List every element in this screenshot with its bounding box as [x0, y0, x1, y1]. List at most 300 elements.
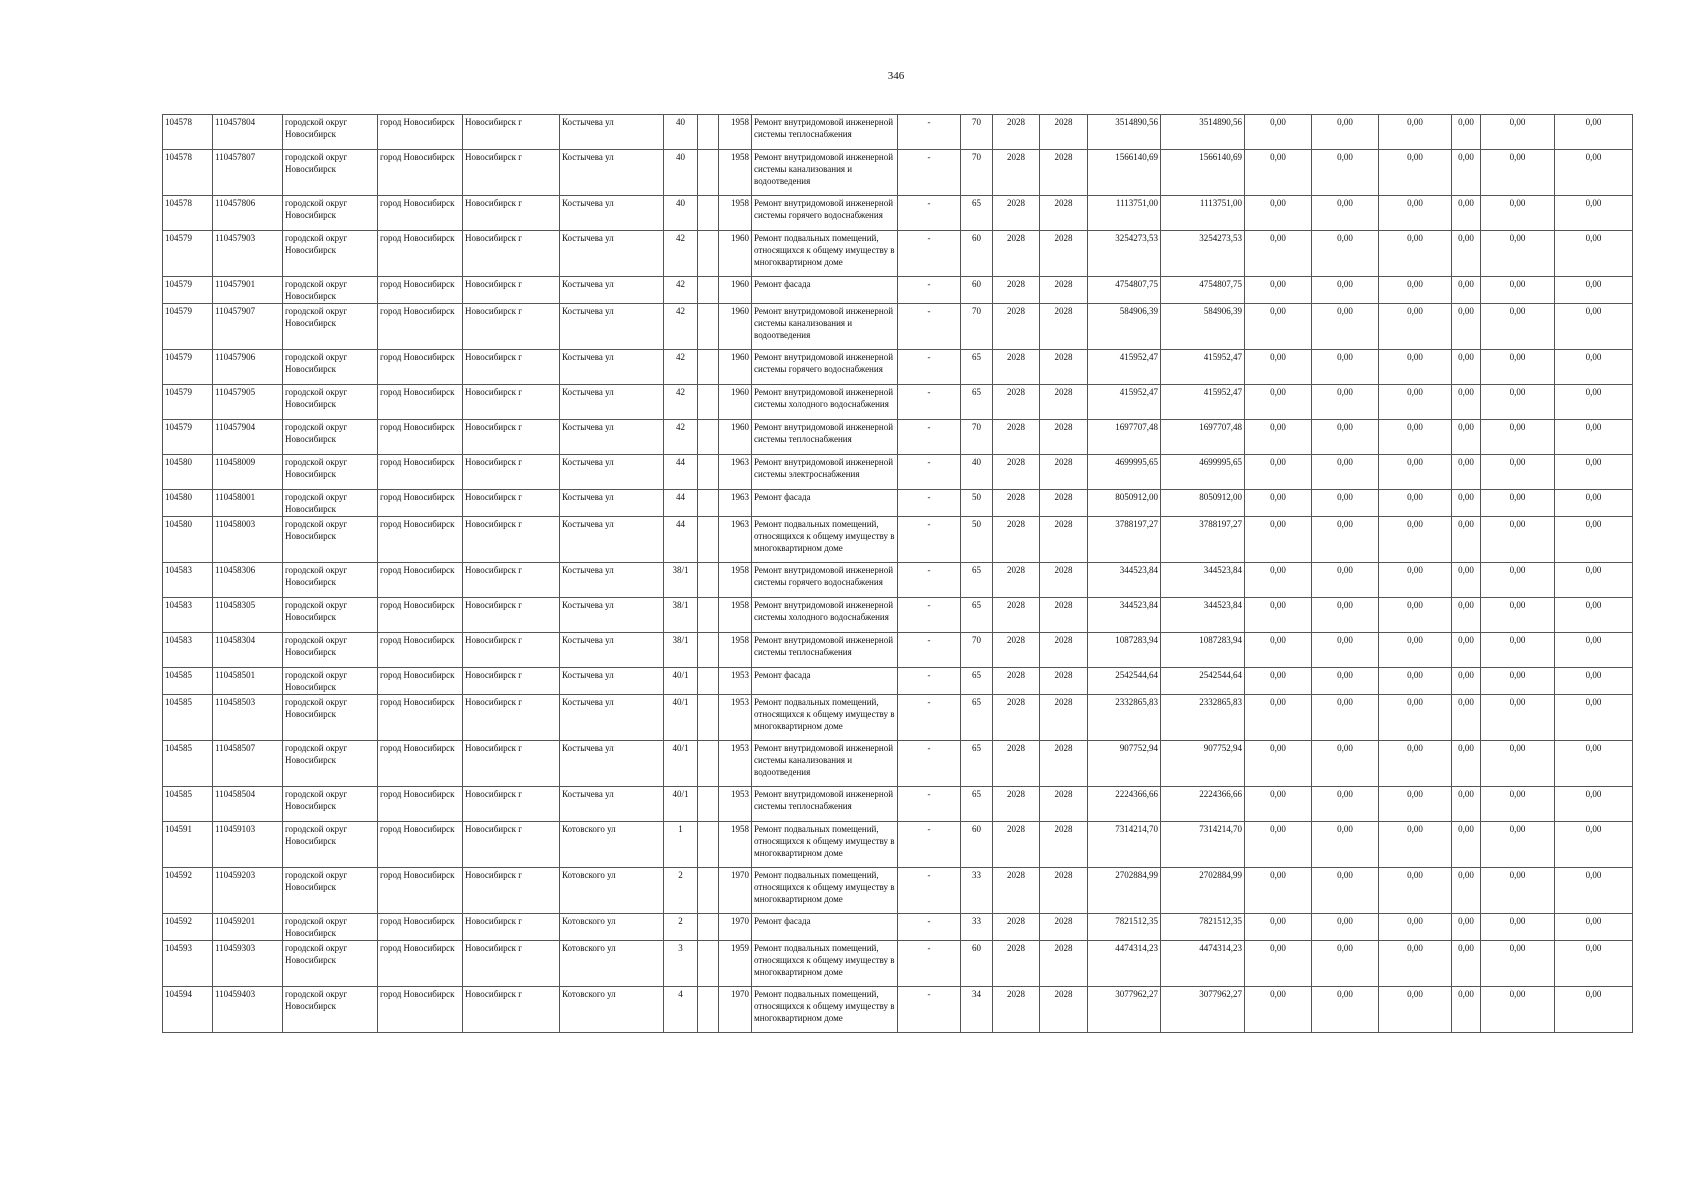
cell-municipality: городской округ Новосибирск: [283, 277, 378, 304]
cell-street: Костычева ул: [560, 633, 664, 668]
cell-cost-local: 0,00: [1379, 941, 1452, 987]
cell-house-number: 40: [664, 196, 698, 231]
cell-plan-year-end: 2028: [1040, 490, 1088, 517]
table-row: [163, 741, 1633, 787]
cell-cost-owners-b: 0,00: [1481, 350, 1555, 385]
cell-cost-owners-b: 0,00: [1481, 420, 1555, 455]
cell-house-number: 42: [664, 350, 698, 385]
cell-city: Новосибирск г: [463, 822, 560, 868]
cell-work-id: 110458003: [213, 517, 283, 563]
cell-work-id: 110459203: [213, 868, 283, 914]
cell-cost-owners-a: 0,00: [1452, 633, 1481, 668]
cell-municipality: городской округ Новосибирск: [283, 787, 378, 822]
cell-work-id: 110457906: [213, 350, 283, 385]
cell-wear-percent: 65: [961, 563, 993, 598]
cell-building: [698, 987, 719, 1033]
cell-cost-local: 0,00: [1379, 914, 1452, 941]
cell-cost-local: 0,00: [1379, 231, 1452, 277]
cell-plan-year-end: 2028: [1040, 787, 1088, 822]
cell-cost-federal: 0,00: [1245, 695, 1312, 741]
cell-plan-year-start: 2028: [993, 787, 1040, 822]
cell-total-cost: 2542544,64: [1088, 668, 1161, 695]
cell-cost-federal: 0,00: [1245, 668, 1312, 695]
cell-year-built: 1958: [719, 633, 752, 668]
cell-house-id: 104592: [163, 868, 213, 914]
cell-settlement: город Новосибирск: [378, 695, 463, 741]
cell-municipality: городской округ Новосибирск: [283, 633, 378, 668]
table-row: [163, 868, 1633, 914]
table-row: [163, 350, 1633, 385]
cell-dash-mark: -: [898, 741, 961, 787]
cell-municipality: городской округ Новосибирск: [283, 304, 378, 350]
table-row: [163, 787, 1633, 822]
table-row: [163, 385, 1633, 420]
cell-cost-owners-a: 0,00: [1452, 741, 1481, 787]
cell-dash-mark: -: [898, 115, 961, 150]
cell-cost-other: 0,00: [1555, 385, 1633, 420]
cell-cost-owners-a: 0,00: [1452, 987, 1481, 1033]
cell-total-cost: 3514890,56: [1088, 115, 1161, 150]
cell-year-built: 1958: [719, 563, 752, 598]
cell-cost-local: 0,00: [1379, 350, 1452, 385]
cell-cost-owners-b: 0,00: [1481, 115, 1555, 150]
cell-settlement: город Новосибирск: [378, 868, 463, 914]
cell-house-number: 40: [664, 150, 698, 196]
cell-total-cost: 3254273,53: [1088, 231, 1161, 277]
cell-municipality: городской округ Новосибирск: [283, 385, 378, 420]
registry-table: [162, 114, 1633, 1033]
cell-cost-other: 0,00: [1555, 598, 1633, 633]
cell-plan-year-end: 2028: [1040, 420, 1088, 455]
cell-cost-federal: 0,00: [1245, 822, 1312, 868]
cell-wear-percent: 65: [961, 385, 993, 420]
cell-cost-owners-a: 0,00: [1452, 695, 1481, 741]
cell-total-cost: 7314214,70: [1088, 822, 1161, 868]
table-row: [163, 914, 1633, 941]
cell-cost-owners-b: 0,00: [1481, 563, 1555, 598]
cell-municipality: городской округ Новосибирск: [283, 941, 378, 987]
cell-total-cost: 344523,84: [1088, 563, 1161, 598]
cell-cost-owners-a: 0,00: [1452, 941, 1481, 987]
cell-dash-mark: -: [898, 231, 961, 277]
cell-settlement: город Новосибирск: [378, 787, 463, 822]
cell-settlement: город Новосибирск: [378, 420, 463, 455]
cell-cost-regional-fund: 4474314,23: [1161, 941, 1245, 987]
cell-work-id: 110459103: [213, 822, 283, 868]
cell-house-number: 42: [664, 385, 698, 420]
cell-cost-owners-a: 0,00: [1452, 787, 1481, 822]
cell-year-built: 1963: [719, 490, 752, 517]
cell-plan-year-start: 2028: [993, 822, 1040, 868]
cell-work-id: 110459303: [213, 941, 283, 987]
cell-year-built: 1960: [719, 420, 752, 455]
cell-street: Костычева ул: [560, 304, 664, 350]
cell-house-id: 104579: [163, 277, 213, 304]
cell-work-type: Ремонт внутридомовой инженерной системы электроснабжения: [752, 455, 898, 490]
cell-cost-regional-fund: 344523,84: [1161, 563, 1245, 598]
cell-cost-federal: 0,00: [1245, 385, 1312, 420]
cell-total-cost: 415952,47: [1088, 385, 1161, 420]
cell-cost-regional-fund: 3254273,53: [1161, 231, 1245, 277]
cell-cost-local: 0,00: [1379, 196, 1452, 231]
cell-house-id: 104591: [163, 822, 213, 868]
cell-cost-local: 0,00: [1379, 455, 1452, 490]
cell-building: [698, 385, 719, 420]
cell-plan-year-start: 2028: [993, 598, 1040, 633]
cell-house-number: 2: [664, 914, 698, 941]
cell-cost-local: 0,00: [1379, 115, 1452, 150]
cell-settlement: город Новосибирск: [378, 668, 463, 695]
cell-settlement: город Новосибирск: [378, 914, 463, 941]
cell-city: Новосибирск г: [463, 196, 560, 231]
cell-settlement: город Новосибирск: [378, 455, 463, 490]
cell-settlement: город Новосибирск: [378, 563, 463, 598]
cell-dash-mark: -: [898, 150, 961, 196]
cell-house-number: 42: [664, 277, 698, 304]
cell-total-cost: 1113751,00: [1088, 196, 1161, 231]
cell-municipality: городской округ Новосибирск: [283, 822, 378, 868]
cell-building: [698, 231, 719, 277]
cell-cost-other: 0,00: [1555, 563, 1633, 598]
cell-building: [698, 914, 719, 941]
cell-city: Новосибирск г: [463, 695, 560, 741]
cell-cost-regional: 0,00: [1312, 987, 1379, 1033]
cell-city: Новосибирск г: [463, 455, 560, 490]
cell-building: [698, 598, 719, 633]
cell-house-number: 40: [664, 115, 698, 150]
cell-house-id: 104579: [163, 385, 213, 420]
cell-wear-percent: 70: [961, 420, 993, 455]
cell-cost-federal: 0,00: [1245, 490, 1312, 517]
cell-cost-owners-a: 0,00: [1452, 304, 1481, 350]
cell-cost-federal: 0,00: [1245, 563, 1312, 598]
cell-work-type: Ремонт внутридомовой инженерной системы горячего водоснабжения: [752, 350, 898, 385]
cell-settlement: город Новосибирск: [378, 822, 463, 868]
cell-cost-other: 0,00: [1555, 115, 1633, 150]
cell-dash-mark: -: [898, 196, 961, 231]
cell-cost-regional-fund: 584906,39: [1161, 304, 1245, 350]
cell-cost-owners-a: 0,00: [1452, 822, 1481, 868]
table-row: [163, 455, 1633, 490]
cell-municipality: городской округ Новосибирск: [283, 517, 378, 563]
cell-street: Костычева ул: [560, 350, 664, 385]
cell-wear-percent: 50: [961, 490, 993, 517]
cell-cost-owners-b: 0,00: [1481, 598, 1555, 633]
cell-plan-year-start: 2028: [993, 385, 1040, 420]
cell-year-built: 1960: [719, 385, 752, 420]
cell-cost-federal: 0,00: [1245, 455, 1312, 490]
cell-house-number: 40/1: [664, 695, 698, 741]
cell-wear-percent: 33: [961, 914, 993, 941]
cell-cost-other: 0,00: [1555, 231, 1633, 277]
cell-cost-regional-fund: 7314214,70: [1161, 822, 1245, 868]
cell-plan-year-start: 2028: [993, 490, 1040, 517]
cell-cost-other: 0,00: [1555, 822, 1633, 868]
cell-cost-owners-a: 0,00: [1452, 668, 1481, 695]
cell-dash-mark: -: [898, 563, 961, 598]
cell-plan-year-end: 2028: [1040, 115, 1088, 150]
registry-body: [163, 115, 1633, 1033]
cell-building: [698, 822, 719, 868]
cell-house-id: 104585: [163, 695, 213, 741]
cell-cost-federal: 0,00: [1245, 304, 1312, 350]
cell-municipality: городской округ Новосибирск: [283, 987, 378, 1033]
cell-year-built: 1953: [719, 695, 752, 741]
cell-cost-owners-b: 0,00: [1481, 455, 1555, 490]
cell-cost-local: 0,00: [1379, 633, 1452, 668]
cell-cost-federal: 0,00: [1245, 196, 1312, 231]
cell-total-cost: 4754807,75: [1088, 277, 1161, 304]
cell-plan-year-start: 2028: [993, 695, 1040, 741]
cell-wear-percent: 60: [961, 941, 993, 987]
cell-settlement: город Новосибирск: [378, 231, 463, 277]
cell-cost-federal: 0,00: [1245, 787, 1312, 822]
page-number: 346: [887, 70, 905, 82]
cell-work-type: Ремонт подвальных помещений, относящихся к общему имуществу в многоквартирном доме: [752, 517, 898, 563]
cell-dash-mark: -: [898, 598, 961, 633]
cell-work-type: Ремонт внутридомовой инженерной системы холодного водоснабжения: [752, 598, 898, 633]
cell-plan-year-end: 2028: [1040, 914, 1088, 941]
cell-street: Костычева ул: [560, 563, 664, 598]
cell-house-number: 40/1: [664, 741, 698, 787]
cell-cost-owners-b: 0,00: [1481, 868, 1555, 914]
table-row: [163, 115, 1633, 150]
cell-wear-percent: 60: [961, 822, 993, 868]
cell-cost-other: 0,00: [1555, 150, 1633, 196]
cell-cost-local: 0,00: [1379, 695, 1452, 741]
cell-wear-percent: 70: [961, 115, 993, 150]
cell-street: Костычева ул: [560, 455, 664, 490]
cell-wear-percent: 40: [961, 455, 993, 490]
cell-work-type: Ремонт фасада: [752, 668, 898, 695]
cell-cost-local: 0,00: [1379, 563, 1452, 598]
cell-plan-year-start: 2028: [993, 868, 1040, 914]
cell-city: Новосибирск г: [463, 633, 560, 668]
cell-house-number: 1: [664, 822, 698, 868]
cell-cost-regional: 0,00: [1312, 231, 1379, 277]
cell-year-built: 1960: [719, 304, 752, 350]
cell-cost-federal: 0,00: [1245, 277, 1312, 304]
cell-municipality: городской округ Новосибирск: [283, 563, 378, 598]
cell-street: Костычева ул: [560, 231, 664, 277]
cell-work-id: 110457904: [213, 420, 283, 455]
cell-dash-mark: -: [898, 455, 961, 490]
cell-municipality: городской округ Новосибирск: [283, 115, 378, 150]
cell-house-id: 104594: [163, 987, 213, 1033]
cell-wear-percent: 33: [961, 868, 993, 914]
cell-street: Костычева ул: [560, 695, 664, 741]
cell-municipality: городской округ Новосибирск: [283, 231, 378, 277]
cell-dash-mark: -: [898, 868, 961, 914]
cell-year-built: 1953: [719, 741, 752, 787]
cell-city: Новосибирск г: [463, 385, 560, 420]
cell-plan-year-start: 2028: [993, 517, 1040, 563]
cell-house-id: 104585: [163, 668, 213, 695]
cell-city: Новосибирск г: [463, 115, 560, 150]
cell-cost-regional-fund: 1697707,48: [1161, 420, 1245, 455]
table-row: [163, 668, 1633, 695]
cell-house-id: 104579: [163, 231, 213, 277]
cell-wear-percent: 60: [961, 277, 993, 304]
cell-dash-mark: -: [898, 987, 961, 1033]
cell-work-type: Ремонт внутридомовой инженерной системы горячего водоснабжения: [752, 196, 898, 231]
cell-house-number: 42: [664, 231, 698, 277]
cell-cost-owners-a: 0,00: [1452, 598, 1481, 633]
cell-municipality: городской округ Новосибирск: [283, 868, 378, 914]
cell-cost-regional-fund: 1087283,94: [1161, 633, 1245, 668]
cell-work-id: 110458305: [213, 598, 283, 633]
cell-building: [698, 420, 719, 455]
cell-building: [698, 695, 719, 741]
cell-cost-local: 0,00: [1379, 598, 1452, 633]
cell-year-built: 1960: [719, 231, 752, 277]
cell-house-id: 104585: [163, 787, 213, 822]
cell-settlement: город Новосибирск: [378, 115, 463, 150]
cell-municipality: городской округ Новосибирск: [283, 150, 378, 196]
cell-plan-year-end: 2028: [1040, 350, 1088, 385]
cell-wear-percent: 65: [961, 196, 993, 231]
cell-plan-year-start: 2028: [993, 420, 1040, 455]
cell-building: [698, 668, 719, 695]
cell-settlement: город Новосибирск: [378, 196, 463, 231]
cell-cost-other: 0,00: [1555, 517, 1633, 563]
cell-settlement: город Новосибирск: [378, 385, 463, 420]
cell-dash-mark: -: [898, 941, 961, 987]
cell-wear-percent: 65: [961, 741, 993, 787]
cell-wear-percent: 65: [961, 787, 993, 822]
cell-cost-local: 0,00: [1379, 787, 1452, 822]
cell-year-built: 1958: [719, 115, 752, 150]
cell-plan-year-start: 2028: [993, 304, 1040, 350]
cell-dash-mark: -: [898, 822, 961, 868]
cell-cost-local: 0,00: [1379, 490, 1452, 517]
cell-building: [698, 633, 719, 668]
cell-cost-regional: 0,00: [1312, 277, 1379, 304]
cell-total-cost: 344523,84: [1088, 598, 1161, 633]
cell-cost-owners-b: 0,00: [1481, 822, 1555, 868]
cell-cost-owners-b: 0,00: [1481, 741, 1555, 787]
table-row: [163, 941, 1633, 987]
cell-cost-regional: 0,00: [1312, 350, 1379, 385]
cell-cost-owners-a: 0,00: [1452, 196, 1481, 231]
cell-city: Новосибирск г: [463, 868, 560, 914]
cell-cost-regional: 0,00: [1312, 563, 1379, 598]
cell-street: Котовского ул: [560, 987, 664, 1033]
cell-dash-mark: -: [898, 385, 961, 420]
cell-work-id: 110458304: [213, 633, 283, 668]
cell-cost-owners-a: 0,00: [1452, 868, 1481, 914]
cell-house-id: 104580: [163, 490, 213, 517]
cell-settlement: город Новосибирск: [378, 304, 463, 350]
cell-total-cost: 1697707,48: [1088, 420, 1161, 455]
cell-street: Костычева ул: [560, 517, 664, 563]
cell-work-type: Ремонт подвальных помещений, относящихся к общему имуществу в многоквартирном доме: [752, 868, 898, 914]
cell-city: Новосибирск г: [463, 490, 560, 517]
cell-year-built: 1953: [719, 787, 752, 822]
cell-wear-percent: 50: [961, 517, 993, 563]
cell-dash-mark: -: [898, 350, 961, 385]
cell-total-cost: 415952,47: [1088, 350, 1161, 385]
cell-cost-regional: 0,00: [1312, 741, 1379, 787]
cell-dash-mark: -: [898, 420, 961, 455]
cell-cost-owners-b: 0,00: [1481, 385, 1555, 420]
cell-city: Новосибирск г: [463, 941, 560, 987]
cell-building: [698, 277, 719, 304]
cell-total-cost: 1566140,69: [1088, 150, 1161, 196]
cell-street: Костычева ул: [560, 741, 664, 787]
cell-cost-owners-b: 0,00: [1481, 150, 1555, 196]
cell-cost-regional: 0,00: [1312, 420, 1379, 455]
cell-cost-local: 0,00: [1379, 868, 1452, 914]
cell-cost-regional: 0,00: [1312, 868, 1379, 914]
cell-work-id: 110457907: [213, 304, 283, 350]
cell-plan-year-end: 2028: [1040, 517, 1088, 563]
cell-cost-federal: 0,00: [1245, 598, 1312, 633]
table-row: [163, 277, 1633, 304]
cell-dash-mark: -: [898, 517, 961, 563]
cell-cost-federal: 0,00: [1245, 420, 1312, 455]
cell-plan-year-end: 2028: [1040, 563, 1088, 598]
table-row: [163, 563, 1633, 598]
cell-wear-percent: 60: [961, 231, 993, 277]
table-row: [163, 987, 1633, 1033]
cell-plan-year-end: 2028: [1040, 304, 1088, 350]
cell-cost-regional-fund: 4699995,65: [1161, 455, 1245, 490]
cell-year-built: 1963: [719, 455, 752, 490]
cell-cost-federal: 0,00: [1245, 914, 1312, 941]
cell-cost-regional: 0,00: [1312, 914, 1379, 941]
cell-building: [698, 517, 719, 563]
cell-wear-percent: 70: [961, 150, 993, 196]
cell-year-built: 1960: [719, 277, 752, 304]
cell-cost-owners-b: 0,00: [1481, 914, 1555, 941]
cell-cost-other: 0,00: [1555, 914, 1633, 941]
cell-total-cost: 584906,39: [1088, 304, 1161, 350]
cell-cost-local: 0,00: [1379, 987, 1452, 1033]
cell-street: Костычева ул: [560, 787, 664, 822]
cell-street: Костычева ул: [560, 668, 664, 695]
cell-total-cost: 8050912,00: [1088, 490, 1161, 517]
cell-building: [698, 150, 719, 196]
cell-cost-other: 0,00: [1555, 668, 1633, 695]
table-row: [163, 598, 1633, 633]
cell-cost-other: 0,00: [1555, 455, 1633, 490]
cell-wear-percent: 70: [961, 633, 993, 668]
cell-house-id: 104585: [163, 741, 213, 787]
cell-settlement: город Новосибирск: [378, 150, 463, 196]
cell-cost-regional-fund: 2702884,99: [1161, 868, 1245, 914]
cell-cost-owners-b: 0,00: [1481, 277, 1555, 304]
cell-street: Костычева ул: [560, 385, 664, 420]
cell-settlement: город Новосибирск: [378, 633, 463, 668]
cell-wear-percent: 70: [961, 304, 993, 350]
cell-plan-year-end: 2028: [1040, 196, 1088, 231]
cell-plan-year-start: 2028: [993, 231, 1040, 277]
cell-house-id: 104593: [163, 941, 213, 987]
cell-year-built: 1958: [719, 196, 752, 231]
cell-plan-year-start: 2028: [993, 196, 1040, 231]
cell-municipality: городской округ Новосибирск: [283, 598, 378, 633]
cell-year-built: 1970: [719, 868, 752, 914]
cell-cost-regional-fund: 907752,94: [1161, 741, 1245, 787]
cell-settlement: город Новосибирск: [378, 350, 463, 385]
cell-city: Новосибирск г: [463, 420, 560, 455]
cell-work-type: Ремонт внутридомовой инженерной системы теплоснабжения: [752, 420, 898, 455]
cell-plan-year-start: 2028: [993, 277, 1040, 304]
cell-work-id: 110458001: [213, 490, 283, 517]
cell-work-id: 110459403: [213, 987, 283, 1033]
cell-house-number: 4: [664, 987, 698, 1033]
